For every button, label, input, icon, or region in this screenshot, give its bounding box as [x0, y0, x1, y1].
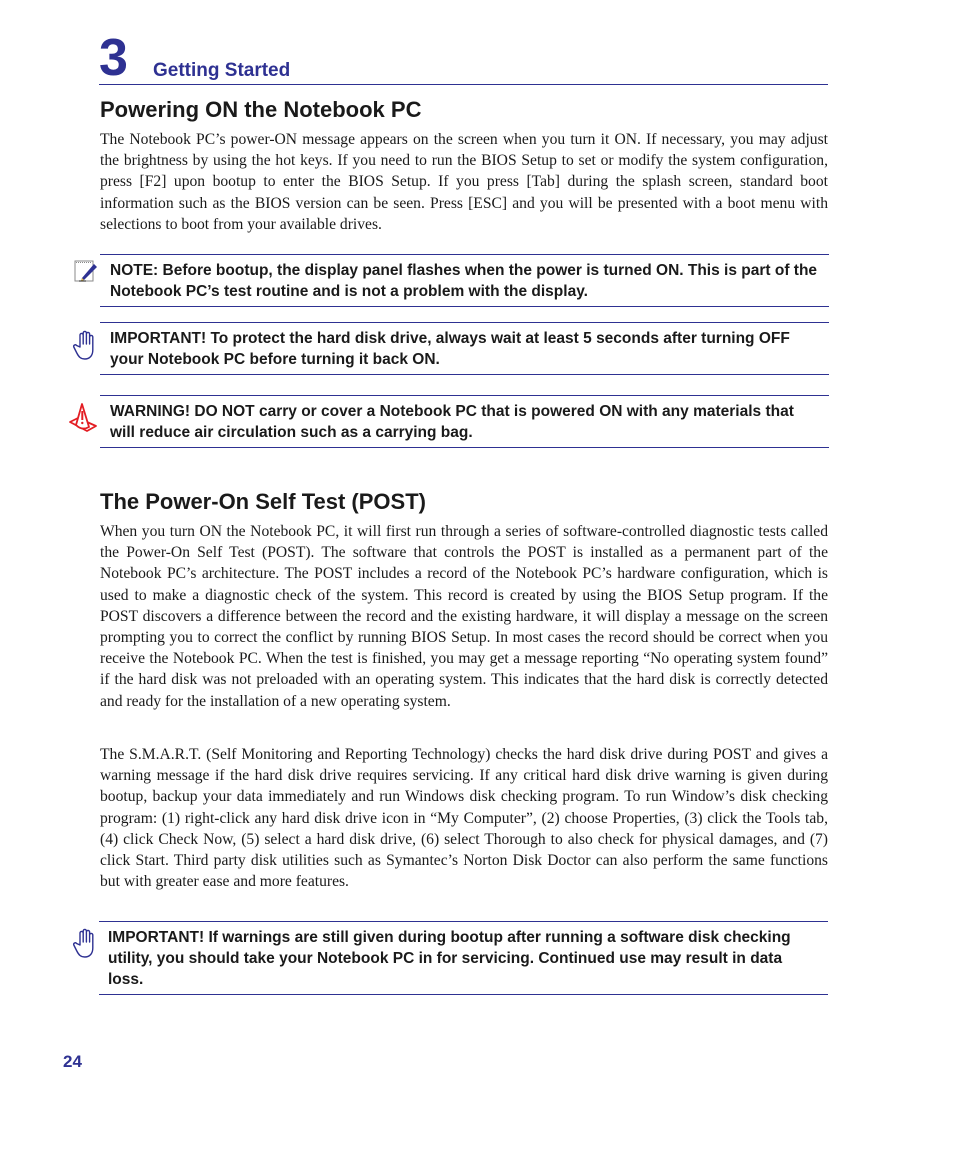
chapter-title: Getting Started [153, 60, 291, 81]
important-callout [100, 322, 829, 375]
section-heading-post: The Power-On Self Test (POST) [100, 489, 426, 514]
hand-stop-icon [72, 329, 98, 361]
note-callout [100, 254, 829, 307]
callout-text: WARNING! DO NOT carry or cover a Notebook PC that is powered ON with any materials that will reduce air circulation such as a carrying bag. [110, 403, 794, 441]
warning-cone-icon [67, 400, 99, 434]
warning-callout [100, 395, 829, 448]
header-divider [99, 84, 828, 85]
callout-text: IMPORTANT! To protect the hard disk drive, always wait at least 5 seconds after turning OFF your Notebook PC before turning it back ON. [110, 330, 790, 368]
callout-text: NOTE: Before bootup, the display panel flashes when the power is turned ON. This is part of the Notebook PC’s test routine and is not a problem with the display. [110, 262, 818, 300]
page-number: 24 [63, 1052, 82, 1071]
body-paragraph: The Notebook PC’s power-ON message appears on the screen when you turn it ON. If necessary, you may adjust the brightness by using the hot keys. If you need to run the BIOS Setup to set or modify the system configuration, press [F2] upon bootup to enter the BIOS Setup. If you press [Tab] during the splash screen, standard boot information such as the BIOS version can be seen. Press [ESC] and you will be presented with a boot menu with selections to boot from your available drives. [100, 131, 828, 233]
callout-text: IMPORTANT! If warnings are still given during bootup after running a software disk checking utility, you should take your Notebook PC in for servicing. Continued use may result in data loss. [108, 929, 791, 988]
body-paragraph: When you turn ON the Notebook PC, it will first run through a series of software-controlled diagnostic tests called the Power-On Self Test (POST). The software that controls the POST is installed as a permanent part of the Notebook PC’s architecture. The POST includes a record of the Notebook PC’s hardware configuration, which is used to make a diagnostic check of the system. This record is created by using the BIOS Setup program. If the POST discovers a difference between the record and the existing hardware, it will display a message on the screen prompting you to correct the conflict by running BIOS Setup. In most cases the record should be correct when you receive the Notebook PC. When the test is finished, you may get a message reporting “No operating system found” if the hard disk was not preloaded with an operating system. This indicates that the hard disk is correctly detected and ready for the installation of a new operating system. [100, 523, 828, 710]
note-pencil-icon [72, 258, 98, 284]
important-callout [99, 921, 828, 995]
hand-stop-icon [72, 927, 98, 959]
chapter-number: 3 [99, 29, 128, 87]
section-heading-powering-on: Powering ON the Notebook PC [100, 97, 422, 122]
body-paragraph: The S.M.A.R.T. (Self Monitoring and Reporting Technology) checks the hard disk drive during POST and gives a warning message if the hard disk drive requires servicing. If any critical hard disk drive warning is given during bootup, backup your data immediately and run Windows disk checking program. To run Window’s disk checking program: (1) right-click any hard disk drive icon in “My Computer”, (2) choose Properties, (3) click the Tools tab, (4) click Check Now, (5) select a hard disk drive, (6) select Thorough to also check for physical damages, and (7) click Start. Third party disk utilities such as Symantec’s Norton Disk Doctor can also perform the same functions but with greater ease and more features. [100, 746, 828, 891]
